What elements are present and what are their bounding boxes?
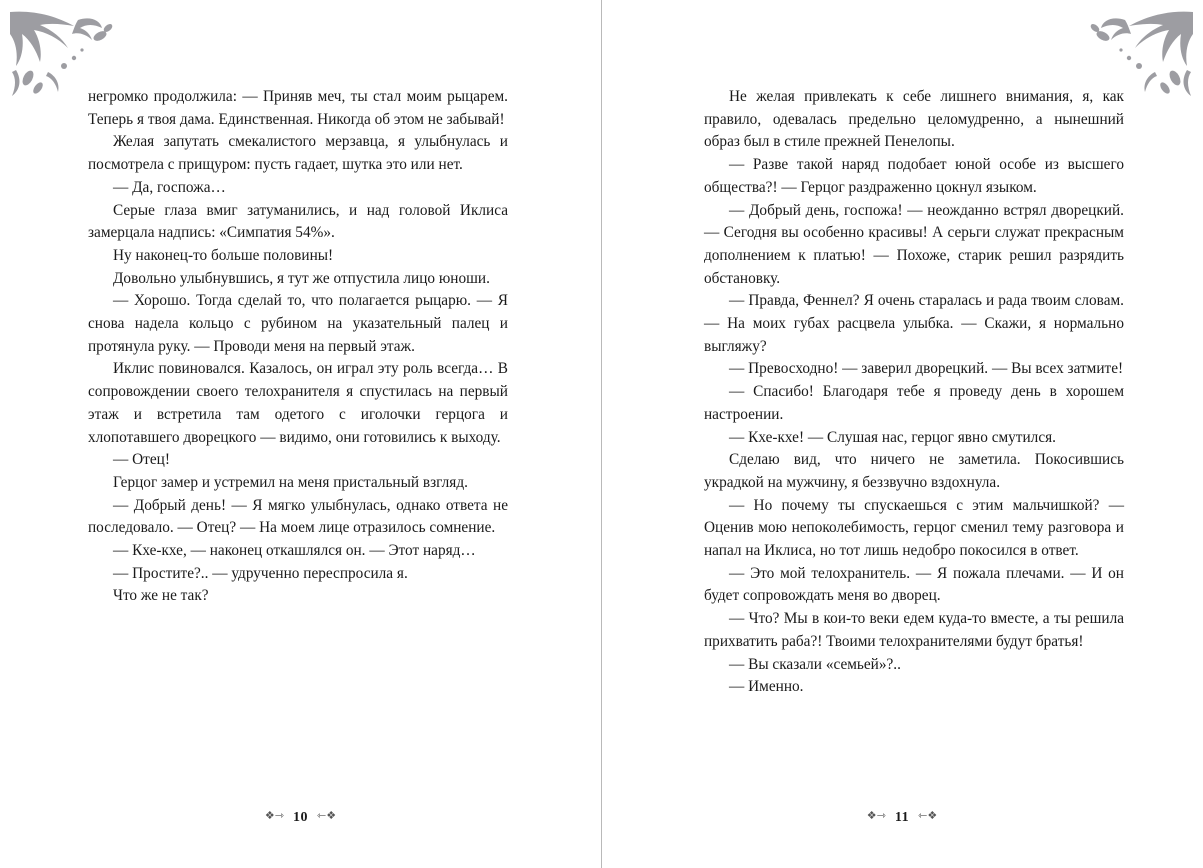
paragraph: — Простите?.. — удрученно переспросила я. [113,564,408,582]
left-page [0,0,601,868]
page-number: 10 [293,810,308,825]
folio-ornament-right-icon: ⇽❖ [317,810,337,822]
paragraph: — Хорошо. Тогда сделай то, что полагается рыцарю. — Я снова надела кольцо с рубином на указательный палец и протянула руку. — Проводи меня на первый этаж. [88,292,508,355]
paragraph: Желая запутать смекалистого мерзавца, я улыбнулась и посмотрела с прищуром: пусть гадает, шутка это или нет. [88,133,508,174]
paragraph: — Это мой телохранитель. — Я пожала плечами. — И он будет сопровождать меня во дворец. [704,564,1124,605]
folio-ornament-left-icon: ❖⇾ [264,810,284,822]
paragraph: — Добрый день! — Я мягко улыбнулась, однако ответа не последовало. — Отец? — На моем лице отразилось сомнение. [88,496,508,537]
paragraph: — Правда, Феннел? Я очень старалась и рада твоим словам. — На моих губах расцвела улыбка. — Скажи, я нормально выгляжу? [704,292,1124,355]
folio-ornament-left-icon: ❖⇾ [866,810,886,822]
paragraph: — Добрый день, госпожа! — неожданно встрял дворецкий. — Сегодня вы особенно красивы! А серьги служат прекрасным дополнением к платью! — Похоже, старик решил разрядить обстановку. [704,201,1124,287]
right-page [601,0,1203,868]
paragraph: — Вы сказали «семьей»?.. [729,655,901,673]
paragraph: — Да, госпожа… [113,178,226,196]
paragraph: — Что? Мы в кои-то веки едем куда-то вместе, а ты решила прихватить раба?! Твоими телохранителями будут братья! [704,610,1124,650]
paragraph: — Спасибо! Благодаря тебе я проведу день в хорошем настроении. [704,383,1124,423]
paragraph: — Но почему ты спускаешься с этим мальчишкой? — Оценив мою непоколебимость, герцог сменил тему разговора и напал на Иклиса, но тот лишь недобро покосился в ответ. [704,496,1124,560]
paragraph: — Кхе-кхе, — наконец откашлялся он. — Этот наряд… [113,542,476,560]
paragraph: Не желая привлекать к себе лишнего внимания, я, как правило, одевалась предельно целомудренно, а нынешний образ был в стиле прежней Пенелопы. [704,88,1124,151]
paragraph: — Кхе-кхе! — Слушая нас, герцог явно смутился. [729,428,1056,446]
paragraph: Иклис повиновался. Казалось, он играл эту роль всегда… В сопровождении своего телохранителя я спустилась на первый этаж и встретила там одетого с иголочки герцога и хлопотавшего дворецкого — видимо, они готовились к выходу. [88,360,508,446]
left-page-folio [0,809,601,826]
paragraph: Сделаю вид, что ничего не заметила. Покосившись украдкой на мужчину, я беззвучно вздохнула. [704,451,1124,491]
paragraph: — Превосходно! — заверил дворецкий. — Вы всех затмите! [729,360,1124,378]
left-page-text [88,86,508,608]
paragraph: — Разве такой наряд подобает юной особе из высшего общества?! — Герцог раздраженно цокнул языком. [704,156,1124,196]
right-page-text [704,86,1124,699]
paragraph: Что же не так? [113,587,209,605]
paragraph: Герцог замер и устремил на меня пристальный взгляд. [113,473,468,491]
right-page-folio [601,809,1203,826]
paragraph: негромко продолжила: — Приняв меч, ты стал моим рыцарем. Теперь я твоя дама. Единственная. Никогда об этом не забывай! [88,88,508,128]
paragraph: Довольно улыбнувшись, я тут же отпустила лицо юноши. [113,269,490,287]
paragraph: — Именно. [729,678,804,696]
paragraph: Серые глаза вмиг затуманились, и над головой Иклиса замерцала надпись: «Симпатия 54%». [88,201,508,242]
folio-ornament-right-icon: ⇽❖ [918,810,938,822]
page-number: 11 [894,810,910,825]
paragraph: — Отец! [113,451,170,469]
paragraph: Ну наконец-то больше половины! [113,246,334,264]
